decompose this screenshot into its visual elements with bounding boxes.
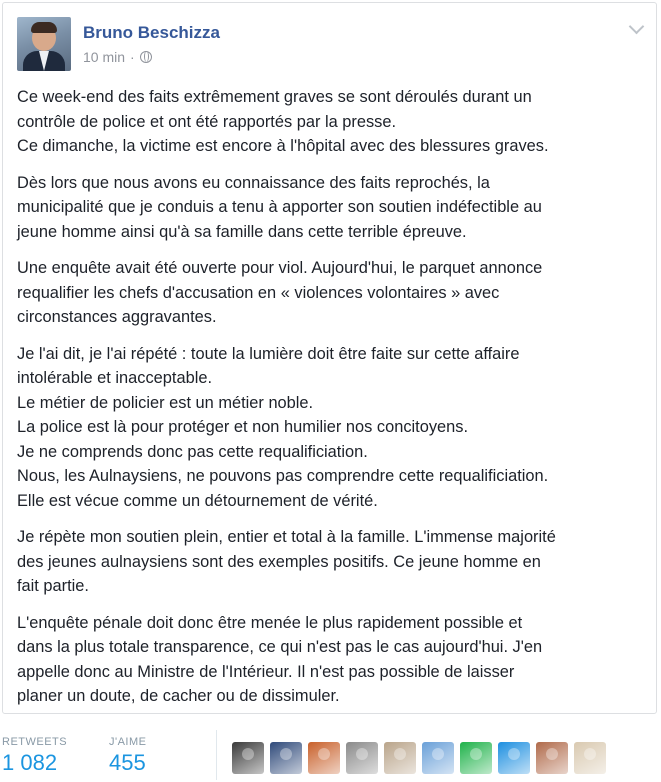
liker-avatar-8[interactable] xyxy=(498,742,530,774)
liker-avatar-2[interactable] xyxy=(270,742,302,774)
globe-icon xyxy=(140,51,152,63)
liker-avatar-4[interactable] xyxy=(346,742,378,774)
stats-divider xyxy=(216,730,217,780)
post-paragraph: Une enquête avait été ouverte pour viol. Aujourd'hui, le parquet annonce requalifier les chefs d'accusation en « violences volontaires » avec circonstances aggravantes. xyxy=(17,259,543,326)
retweets-label: RETWEETS xyxy=(2,736,68,748)
post-paragraph: Dès lors que nous avons eu connaissance des faits reprochés, la municipalité que je conduis a tenu à apporter son soutien indéfectible au jeune homme ainsi qu'à sa famille dans cette terrible épreuve. xyxy=(17,173,542,241)
liker-avatar-1[interactable] xyxy=(232,742,264,774)
post-paragraph: Je répète mon soutien plein, entier et total à la famille. L'immense majorité des jeunes aulnaysiens sont des exemples positifs. Ce jeune homme en fait partie. xyxy=(17,528,556,595)
liker-avatar-3[interactable] xyxy=(308,742,340,774)
liker-avatar-6[interactable] xyxy=(422,742,454,774)
post-meta: 10 min · xyxy=(83,49,152,65)
post-paragraph: L'enquête pénale doit donc être menée le plus rapidement possible et dans la plus totale transparence, ce qui n'est pas le cas aujourd'hui. J'en appelle donc au Ministre de l'Intérieur. Il n'est pas possible de laisser planer un doute, de cacher ou de dissimuler. xyxy=(17,613,543,705)
author-avatar[interactable] xyxy=(17,17,71,71)
post-body xyxy=(17,85,647,721)
retweets-stat[interactable] xyxy=(2,736,67,776)
liker-avatar-9[interactable] xyxy=(536,742,568,774)
post-paragraph: Ce week-end des faits extrêmement graves se sont déroulés durant un contrôle de police et ont été rapportés par la presse. Ce dimanche, la victime est encore à l'hôpital avec des blessures graves. xyxy=(17,88,549,155)
liker-avatars xyxy=(232,742,606,774)
post-timestamp[interactable]: 10 min xyxy=(83,49,126,65)
tweet-stats-bar xyxy=(0,722,661,782)
liker-avatar-5[interactable] xyxy=(384,742,416,774)
liker-avatar-7[interactable] xyxy=(460,742,492,774)
post-paragraph: Je l'ai dit, je l'ai répété : toute la lumière doit être faite sur cette affaire intolérable et inacceptable. Le métier de policier est un métier noble. La police est là pour protéger et non humilier nos concitoyens. Je ne comprends donc pas cette requalificiation. Nous, les Aulnaysiens, ne pouvons pas comprendre cette requalificiation. Elle est vécue comme un détournement de vérité. xyxy=(17,344,549,510)
liker-avatar-10[interactable] xyxy=(574,742,606,774)
facebook-post-card xyxy=(2,2,657,714)
chevron-down-icon[interactable] xyxy=(629,19,645,35)
retweets-count: 1 082 xyxy=(2,750,58,775)
likes-count: 455 xyxy=(109,750,146,775)
likes-stat[interactable] xyxy=(109,736,147,776)
author-name[interactable]: Bruno Beschizza xyxy=(83,23,220,42)
likes-label: J'AIME xyxy=(109,736,147,748)
